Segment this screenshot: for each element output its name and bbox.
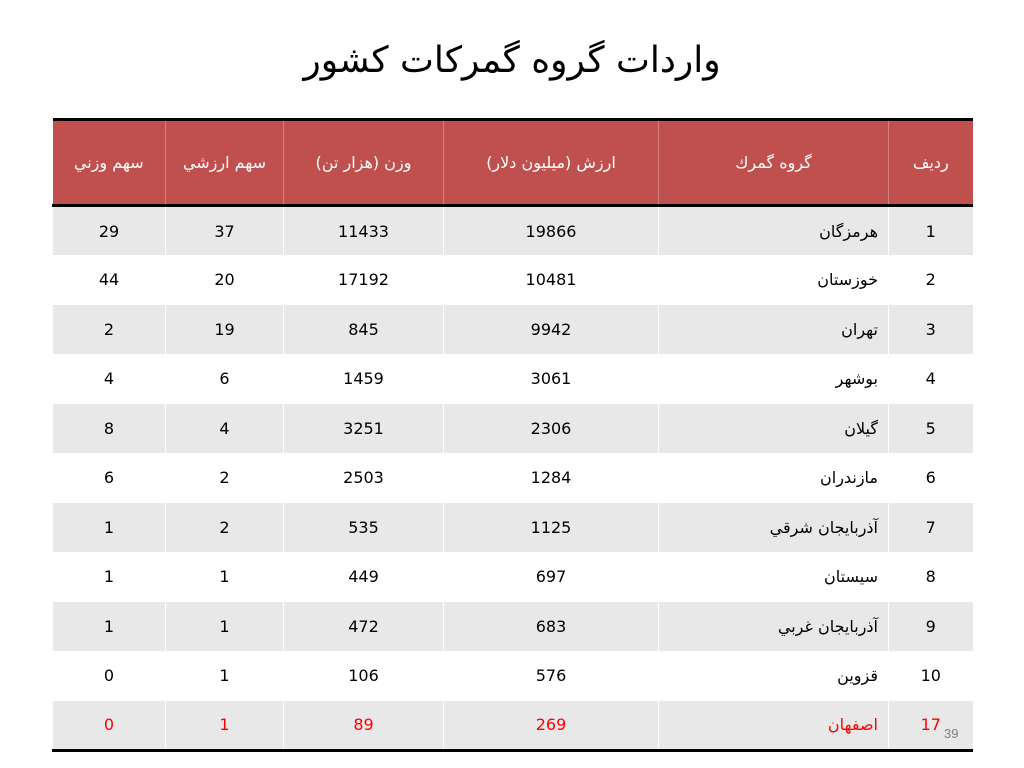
cell-weight: 472 [284, 602, 444, 652]
cell-row-no: 5 [889, 404, 973, 454]
cell-value-share: 1 [166, 552, 284, 602]
table-row [53, 503, 973, 553]
cell-customs-group: آذربايجان شرقي [659, 503, 889, 553]
cell-value-share: 1 [166, 701, 284, 751]
table-header-row [53, 120, 973, 206]
imports-table-container [52, 118, 972, 752]
cell-weight: 11433 [284, 206, 444, 256]
cell-weight-share: 8 [53, 404, 166, 454]
cell-weight: 845 [284, 305, 444, 355]
cell-value: 1284 [444, 453, 659, 503]
cell-value-share: 19 [166, 305, 284, 355]
table-row [53, 651, 973, 701]
cell-row-no: 10 [889, 651, 973, 701]
cell-customs-group: بوشهر [659, 354, 889, 404]
cell-value-share: 6 [166, 354, 284, 404]
table-row [53, 354, 973, 404]
cell-value: 1125 [444, 503, 659, 553]
header-weight: وزن (هزار تن) [284, 120, 444, 206]
cell-customs-group: مازندران [659, 453, 889, 503]
table-row-highlighted [53, 701, 973, 751]
cell-weight-share: 0 [53, 701, 166, 751]
header-row-no: رديف [889, 120, 973, 206]
table-row [53, 206, 973, 256]
cell-customs-group: سيستان [659, 552, 889, 602]
cell-value: 683 [444, 602, 659, 652]
cell-weight: 17192 [284, 255, 444, 305]
cell-weight-share: 1 [53, 503, 166, 553]
slide-title: واردات گروه گمركات كشور [303, 40, 721, 81]
table-row [53, 453, 973, 503]
cell-weight-share: 4 [53, 354, 166, 404]
cell-customs-group: خوزستان [659, 255, 889, 305]
cell-row-no: 8 [889, 552, 973, 602]
cell-row-no: 6 [889, 453, 973, 503]
cell-weight: 535 [284, 503, 444, 553]
cell-weight-share: 6 [53, 453, 166, 503]
header-value-share: سهم ارزشي [166, 120, 284, 206]
table-row [53, 552, 973, 602]
cell-customs-group: اصفهان [659, 701, 889, 751]
cell-customs-group: قزوين [659, 651, 889, 701]
header-weight-share: سهم وزني [53, 120, 166, 206]
cell-row-no: 7 [889, 503, 973, 553]
cell-value: 3061 [444, 354, 659, 404]
cell-weight-share: 2 [53, 305, 166, 355]
cell-weight-share: 44 [53, 255, 166, 305]
cell-weight: 3251 [284, 404, 444, 454]
cell-weight-share: 1 [53, 602, 166, 652]
cell-value-share: 1 [166, 602, 284, 652]
header-value: ارزش (ميليون دلار) [444, 120, 659, 206]
cell-weight: 449 [284, 552, 444, 602]
cell-value: 269 [444, 701, 659, 751]
cell-weight: 106 [284, 651, 444, 701]
page-number: 39 [944, 726, 959, 741]
cell-weight: 1459 [284, 354, 444, 404]
cell-weight-share: 1 [53, 552, 166, 602]
table-row [53, 255, 973, 305]
cell-value: 697 [444, 552, 659, 602]
cell-value: 576 [444, 651, 659, 701]
header-customs-group: گروه گمرك [659, 120, 889, 206]
cell-row-no: 2 [889, 255, 973, 305]
cell-value-share: 37 [166, 206, 284, 256]
cell-row-no: 4 [889, 354, 973, 404]
cell-value: 9942 [444, 305, 659, 355]
cell-value-share: 4 [166, 404, 284, 454]
table-row [53, 602, 973, 652]
cell-customs-group: گيلان [659, 404, 889, 454]
cell-row-no: 1 [889, 206, 973, 256]
cell-value-share: 20 [166, 255, 284, 305]
cell-row-no: 9 [889, 602, 973, 652]
cell-value: 19866 [444, 206, 659, 256]
table-row [53, 404, 973, 454]
cell-row-no: 17 [889, 701, 973, 751]
cell-weight-share: 0 [53, 651, 166, 701]
cell-customs-group: هرمزگان [659, 206, 889, 256]
cell-customs-group: آذربايجان غربي [659, 602, 889, 652]
cell-row-no: 3 [889, 305, 973, 355]
table-row [53, 305, 973, 355]
cell-value: 2306 [444, 404, 659, 454]
cell-weight-share: 29 [53, 206, 166, 256]
cell-value-share: 2 [166, 503, 284, 553]
cell-customs-group: تهران [659, 305, 889, 355]
imports-table [52, 118, 973, 752]
cell-weight: 89 [284, 701, 444, 751]
cell-weight: 2503 [284, 453, 444, 503]
cell-value-share: 1 [166, 651, 284, 701]
cell-value: 10481 [444, 255, 659, 305]
cell-value-share: 2 [166, 453, 284, 503]
